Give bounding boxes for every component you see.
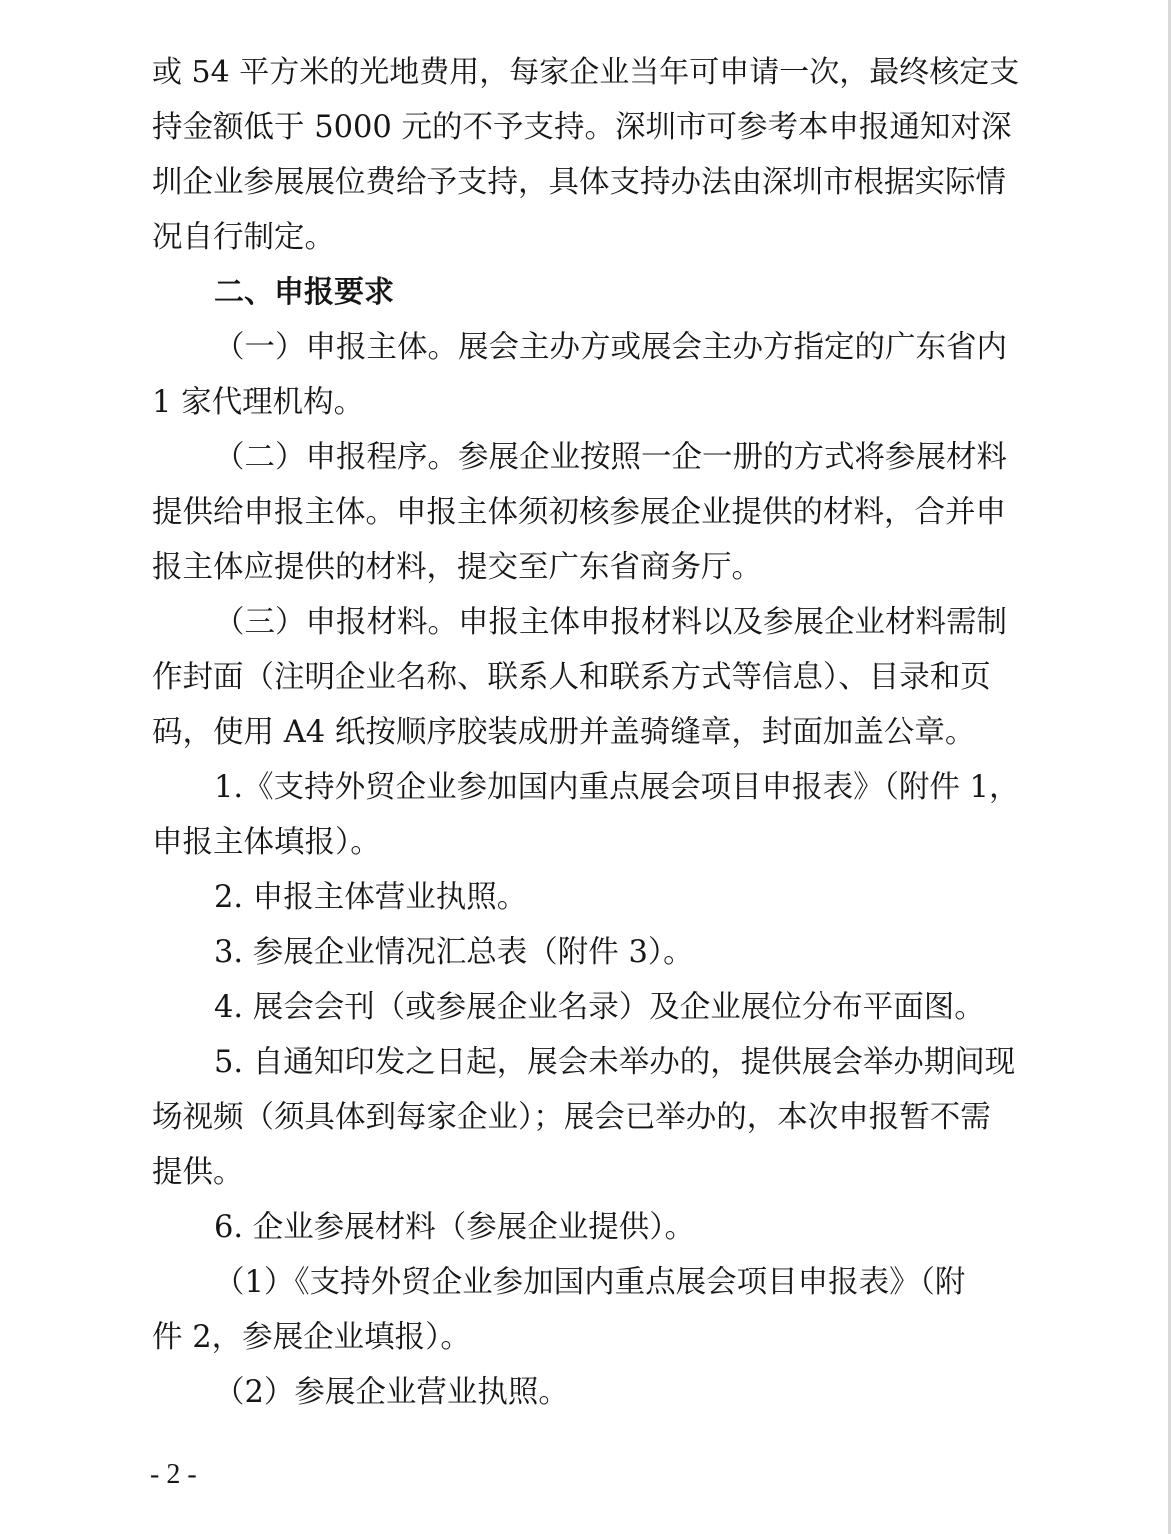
list-item-2: 2. 申报主体营业执照。 <box>214 880 528 915</box>
list-item-5-line-1: 5. 自通知印发之日起，展会未举办的，提供展会举办期间现 <box>214 1045 1016 1080</box>
page-number: - 2 - <box>150 1459 197 1490</box>
list-item-4: 4. 展会会刊（或参展企业名录）及企业展位分布平面图。 <box>214 990 985 1025</box>
paragraph-2-line-3: 报主体应提供的材料，提交至广东省商务厅。 <box>152 550 762 585</box>
paragraph-2-line-1: （二）申报程序。参展企业按照一企一册的方式将参展材料 <box>214 440 1007 475</box>
sub-item-1-line-1: （1）《支持外贸企业参加国内重点展会项目申报表》（附 <box>214 1265 966 1300</box>
body-line-2: 持金额低于 5000 元的不予支持。深圳市可参考本申报通知对深 <box>152 110 1012 145</box>
paragraph-1-line-1: （一）申报主体。展会主办方或展会主办方指定的广东省内 <box>214 330 1007 365</box>
body-line-4: 况自行制定。 <box>152 220 335 255</box>
sub-item-1-line-2: 件 2，参展企业填报）。 <box>152 1320 471 1355</box>
list-item-6: 6. 企业参展材料（参展企业提供）。 <box>214 1210 696 1245</box>
list-item-5-line-3: 提供。 <box>152 1155 244 1190</box>
list-item-1-line-2: 申报主体填报）。 <box>152 825 381 860</box>
body-line-1: 或 54 平方米的光地费用，每家企业当年可申请一次，最终核定支 <box>152 55 1020 90</box>
section-heading: 二、申报要求 <box>214 275 394 310</box>
sub-item-2: （2）参展企业营业执照。 <box>214 1375 569 1410</box>
list-item-1-line-1: 1.《支持外贸企业参加国内重点展会项目申报表》（附件 1， <box>214 770 1020 805</box>
paragraph-3-line-3: 码，使用 A4 纸按顺序胶装成册并盖骑缝章，封面加盖公章。 <box>152 715 976 750</box>
paragraph-2-line-2: 提供给申报主体。申报主体须初核参展企业提供的材料，合并申 <box>152 495 1006 530</box>
paragraph-3-line-2: 作封面（注明企业名称、联系人和联系方式等信息）、目录和页 <box>152 660 991 695</box>
paragraph-1-line-2: 1 家代理机构。 <box>152 385 365 420</box>
list-item-5-line-2: 场视频（须具体到每家企业）；展会已举办的，本次申报暂不需 <box>152 1100 991 1135</box>
paragraph-3-line-1: （三）申报材料。申报主体申报材料以及参展企业材料需制 <box>214 605 1007 640</box>
body-line-3: 圳企业参展展位费给予支持，具体支持办法由深圳市根据实际情 <box>152 165 1006 200</box>
list-item-3: 3. 参展企业情况汇总表（附件 3）。 <box>214 935 694 970</box>
